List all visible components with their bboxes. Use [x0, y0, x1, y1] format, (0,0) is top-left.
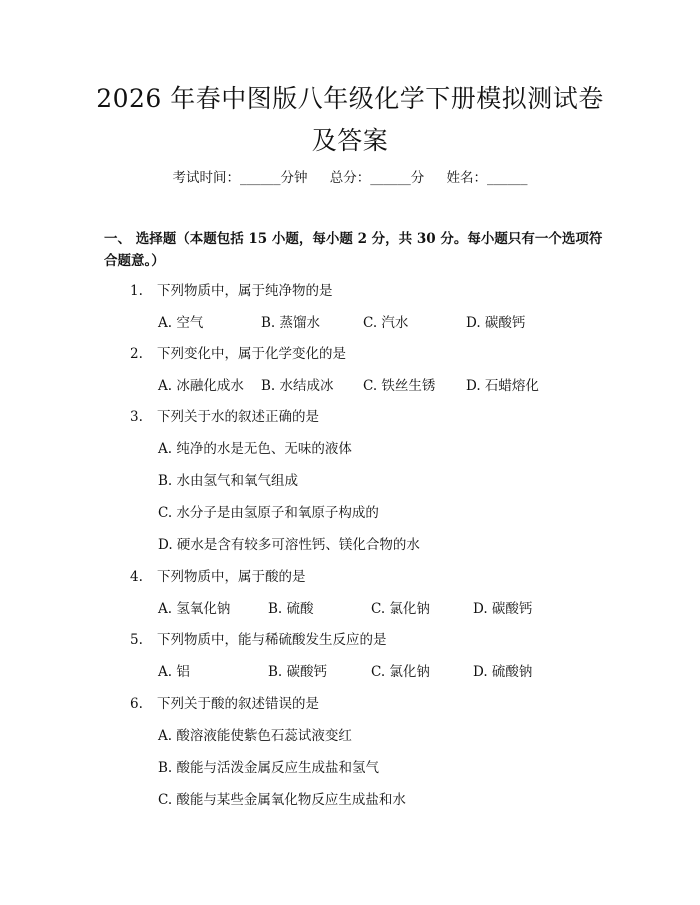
section-heading: 一、 选择题（本题包括 15 小题，每小题 2 分，共 30 分。每小题只有一个选项符合题意。） — [104, 231, 603, 269]
question-3 — [130, 407, 319, 427]
question-4 — [130, 567, 306, 587]
exam-title — [0, 78, 700, 162]
exam-info-line — [0, 168, 700, 188]
question-3-option-a: A. 纯净的水是无色、无味的液体 — [158, 441, 352, 457]
option-c: C. 汽水 — [363, 315, 409, 331]
option-c: C. 氯化钠 — [371, 664, 430, 680]
option-d: D. 硫酸钠 — [473, 664, 533, 680]
question-stem: 下列物质中，属于酸的是 — [157, 569, 306, 585]
exam-time-field: 考试时间：______分钟 — [172, 170, 308, 186]
question-number: 4. — [130, 569, 143, 585]
student-name-field: 姓名：______ — [446, 170, 528, 186]
question-6 — [130, 694, 319, 714]
question-number: 1. — [130, 283, 143, 299]
option-a: A. 冰融化成水 — [158, 378, 244, 394]
question-stem: 下列物质中，能与稀硫酸发生反应的是 — [157, 632, 387, 648]
question-6-option-a: A. 酸溶液能使紫色石蕊试液变红 — [158, 728, 352, 744]
question-stem: 下列变化中，属于化学变化的是 — [157, 346, 346, 362]
question-3-option-d: D. 硬水是含有较多可溶性钙、镁化合物的水 — [158, 537, 420, 553]
question-stem: 下列物质中，属于纯净物的是 — [157, 283, 333, 299]
question-3-option-b: B. 水由氢气和氧气组成 — [158, 473, 299, 489]
question-2 — [130, 344, 346, 364]
option-d: D. 碳酸钙 — [473, 601, 533, 617]
question-6-option-c: C. 酸能与某些金属氧化物反应生成盐和水 — [158, 792, 406, 808]
question-number: 6. — [130, 696, 143, 712]
title-line-1: 2026 年春中图版八年级化学下册模拟测试卷 — [96, 84, 604, 113]
question-number: 2. — [130, 346, 143, 362]
question-1 — [130, 281, 333, 301]
title-line-2: 及答案 — [311, 126, 389, 155]
question-number: 3. — [130, 409, 143, 425]
option-a: A. 氢氧化钠 — [158, 601, 231, 617]
question-5 — [130, 630, 387, 650]
option-a: A. 空气 — [158, 315, 204, 331]
option-c: C. 氯化钠 — [371, 601, 430, 617]
option-b: B. 硫酸 — [268, 601, 314, 617]
question-3-option-c: C. 水分子是由氢原子和氧原子构成的 — [158, 505, 379, 521]
option-d: D. 石蜡熔化 — [466, 378, 539, 394]
question-6-option-b: B. 酸能与活泼金属反应生成盐和氢气 — [158, 760, 380, 776]
option-b: B. 水结成冰 — [261, 378, 334, 394]
option-c: C. 铁丝生锈 — [363, 378, 436, 394]
option-b: B. 蒸馏水 — [261, 315, 321, 331]
option-b: B. 碳酸钙 — [268, 664, 328, 680]
question-stem: 下列关于水的叙述正确的是 — [157, 409, 319, 425]
question-number: 5. — [130, 632, 143, 648]
question-stem: 下列关于酸的叙述错误的是 — [157, 696, 319, 712]
total-score-field: 总分：______分 — [329, 170, 425, 186]
option-a: A. 铝 — [158, 664, 190, 680]
option-d: D. 碳酸钙 — [466, 315, 526, 331]
